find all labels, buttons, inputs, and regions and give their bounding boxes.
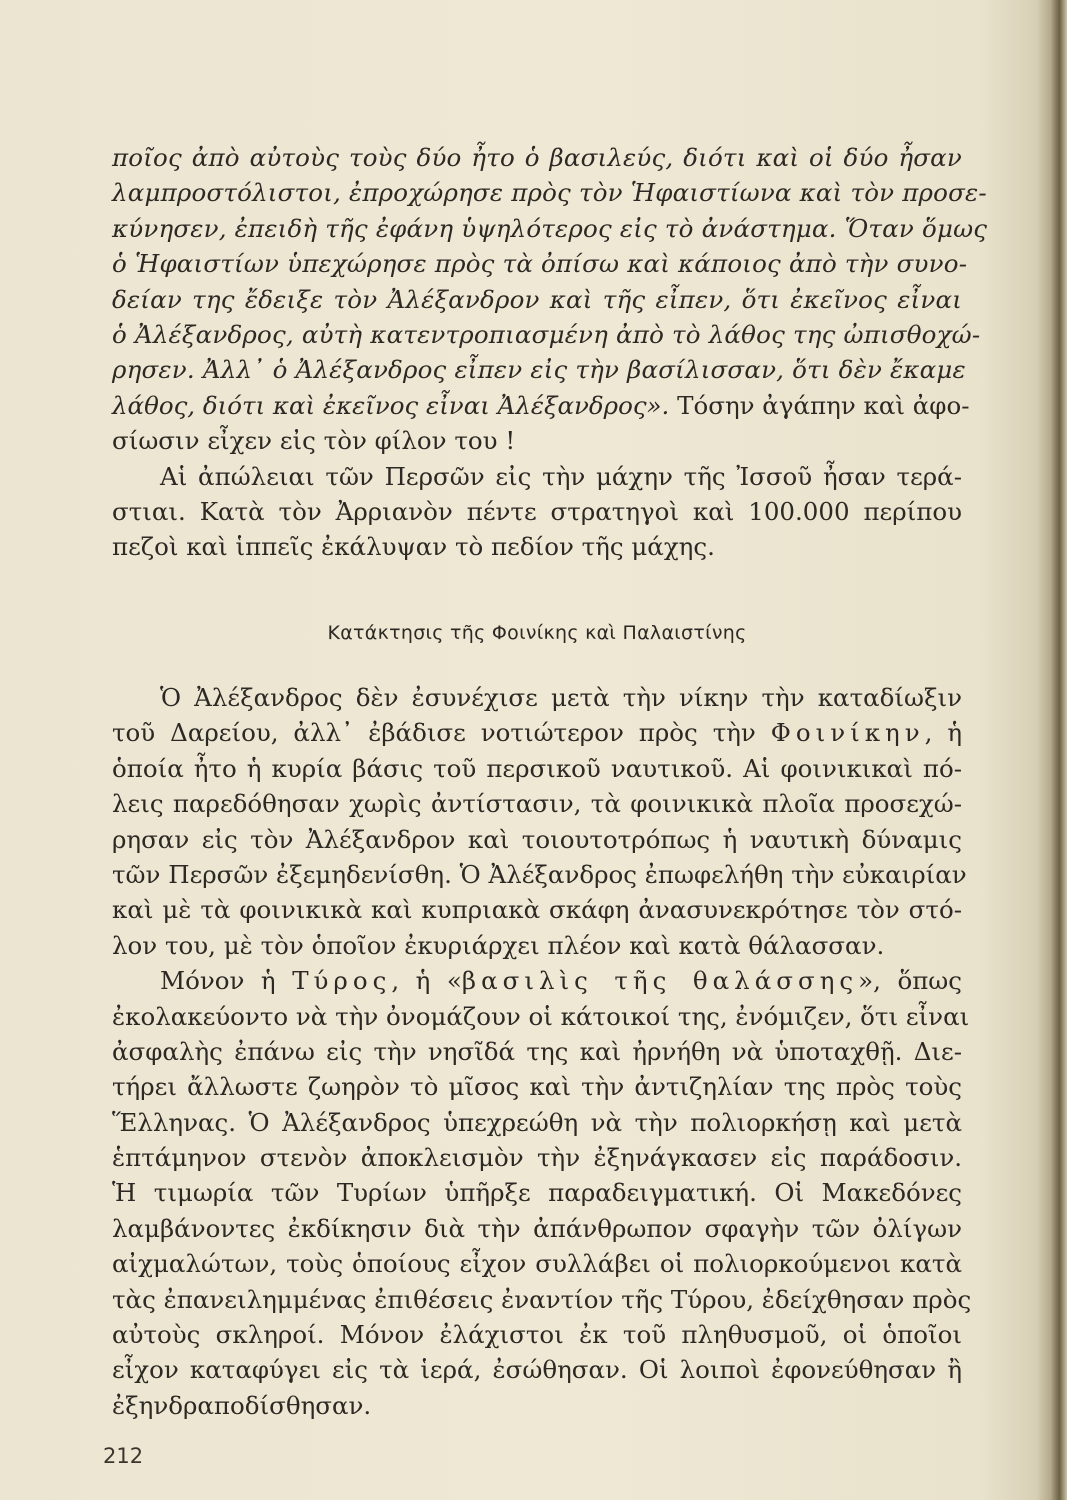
text-line: κύνησεν, ἐπειδὴ τῆς ἐφάνη ὑψηλότερος εἰς τὸ ἀνάστημα. Ὅταν ὅμως <box>112 213 988 243</box>
text-line: πεζοὶ καὶ ἱππεῖς ἐκάλυψαν τὸ πεδίον τῆς μάχης. <box>112 532 715 562</box>
text-line: αἰχμαλώτων, τοὺς ὁποίους εἶχον συλλάβει οἱ πολιορκούμενοι κατὰ <box>112 1249 962 1279</box>
text-line: σίωσιν εἶχεν εἰς τὸν φίλον του ! <box>112 426 516 456</box>
text-line: εἶχον καταφύγει εἰς τὰ ἱερά, ἐσώθησαν. Οἱ λοιποὶ ἐφονεύθησαν ἢ <box>112 1355 962 1385</box>
text-line: στιαι. Κατὰ τὸν Ἀρριανὸν πέντε στρατηγοὶ καὶ 100.000 περίπου <box>112 496 962 526</box>
paragraph-4 <box>112 963 972 1423</box>
text-run: , ἡ <box>924 718 962 748</box>
text-line: Ὁ Ἀλέξανδρος δὲν ἐσυνέχισε μετὰ τὴν νίκην τὴν καταδίωξιν <box>160 683 962 712</box>
paragraph-2 <box>112 459 962 565</box>
text-line: λον του, μὲ τὸν ὁποῖον ἐκυριάρχει πλέον καὶ κατὰ θάλασσαν. <box>112 930 885 960</box>
text-line: αὐτοὺς σκληροί. Μόνον ἐλάχιστοι ἐκ τοῦ πληθυσμοῦ, οἱ ὁποῖοι <box>112 1320 962 1350</box>
section-heading: Κατάκτησις τῆς Φοινίκης καὶ Παλαιστίνης <box>327 622 747 644</box>
text-line: ποῖος ἀπὸ αὐτοὺς τοὺς δύο ἦτο ὁ βασιλεύς, διότι καὶ οἱ δύο ἦσαν <box>112 143 962 172</box>
body-text-top <box>112 140 988 565</box>
text-line: τῶν Περσῶν ἐξεμηδενίσθη. Ὁ Ἀλέξανδρος ἐπωφελήθη τὴν εὐκαιρίαν <box>112 859 967 889</box>
body-text-bottom <box>112 680 972 1423</box>
text-run: », ὅπως <box>858 966 963 996</box>
text-line: λαμβάνοντες ἐκδίκησιν διὰ τὴν ἀπάνθρωπον σφαγὴν τῶν ὀλίγων <box>112 1213 962 1243</box>
text-line <box>112 388 970 423</box>
spaced-emphasis: Τύρος <box>292 966 392 996</box>
text-line: Ἡ τιμωρία τῶν Τυρίων ὑπῆρξε παραδειγματική. Οἱ Μακεδόνες <box>112 1178 962 1208</box>
text-line: τήρει ἄλλωστε ζωηρὸν τὸ μῖσος καὶ τὴν ἀντιζηλίαν της πρὸς τοὺς <box>112 1072 962 1102</box>
text-line: Αἱ ἀπώλειαι τῶν Περσῶν εἰς τὴν μάχην τῆς Ἰσσοῦ ἦσαν τερά- <box>160 461 962 491</box>
spaced-emphasis: βασιλὶς τῆς θαλάσσης <box>461 966 859 996</box>
text-line: ρησεν. Ἀλλ᾽ ὁ Ἀλέξανδρος εἶπεν εἰς τὴν βασίλισσαν, ὅτι δὲν ἔκαμε <box>112 355 966 385</box>
text-line: ἐκολακεύοντο νὰ τὴν ὀνομάζουν οἱ κάτοικοί της, ἐνόμιζεν, ὅτι εἶναι <box>112 1001 970 1031</box>
page-number: 212 <box>103 1444 144 1468</box>
text-line <box>112 715 962 750</box>
text-line: δείαν της ἔδειξε τὸν Ἀλέξανδρον καὶ τῆς εἶπεν, ὅτι ἐκεῖνος εἶναι <box>112 284 962 314</box>
text-line: ὁ Ἀλέξανδρος, αὐτὴ κατεντροπιασμένη ἀπὸ τὸ λάθος της ὠπισθοχώ- <box>112 319 981 349</box>
text-line: ὁ Ἡφαιστίων ὑπεχώρησε πρὸς τὰ ὀπίσω καὶ κάποιος ἀπὸ τὴν συνο- <box>112 249 968 279</box>
page-edge-shadow <box>1037 0 1067 1500</box>
text-line: λεις παρεδόθησαν χωρὶς ἀντίστασιν, τὰ φοινικικὰ πλοῖα προσεχώ- <box>112 789 962 819</box>
text-run: Μόνον ἡ <box>160 966 293 996</box>
text-line: ὁποία ἦτο ἡ κυρία βάσις τοῦ περσικοῦ ναυτικοῦ. Αἱ φοινικικαὶ πό- <box>112 753 962 783</box>
text-line: ἀσφαλὴς ἐπάνω εἰς τὴν νησῖδά της καὶ ἠρνήθη νὰ ὑποταχθῇ. Διε- <box>112 1036 962 1066</box>
text-line: ρησαν εἰς τὸν Ἀλέξανδρον καὶ τοιουτοτρόπως ἡ ναυτικὴ δύναμις <box>112 824 962 854</box>
roman-run: Τόσην ἀγάπην καὶ ἀφο- <box>669 390 970 420</box>
paragraph-3 <box>112 680 967 963</box>
paragraph-1 <box>112 140 988 459</box>
text-run: τοῦ Δαρείου, ἀλλ᾽ ἐβάδισε νοτιώτερον πρὸς τὴν <box>112 718 771 748</box>
text-line: Ἕλληνας. Ὁ Ἀλέξανδρος ὑπεχρεώθη νὰ τὴν πολιορκήσῃ καὶ μετὰ <box>112 1107 962 1137</box>
text-line: ἑπτάμηνον στενὸν ἀποκλεισμὸν τὴν ἐξηνάγκασεν εἰς παράδοσιν. <box>112 1143 962 1173</box>
text-run: , ἡ « <box>391 966 462 996</box>
text-line <box>112 963 962 998</box>
text-line: ἐξηνδραποδίσθησαν. <box>112 1390 372 1420</box>
text-line: τὰς ἐπανειλημμένας ἐπιθέσεις ἐναντίον τῆς Τύρου, ἐδείχθησαν πρὸς <box>112 1284 972 1314</box>
text-line: καὶ μὲ τὰ φοινικικὰ καὶ κυπριακὰ σκάφη ἀνασυνεκρότησε τὸν στό- <box>112 895 962 925</box>
spaced-emphasis: Φοινίκην <box>770 718 925 748</box>
italic-run: λάθος, διότι καὶ ἐκεῖνος εἶναι Ἀλέξανδρος». <box>112 390 670 420</box>
text-line: λαμπροστόλιστοι, ἐπροχώρησε πρὸς τὸν Ἡφαιστίωνα καὶ τὸν προσε- <box>112 178 987 208</box>
